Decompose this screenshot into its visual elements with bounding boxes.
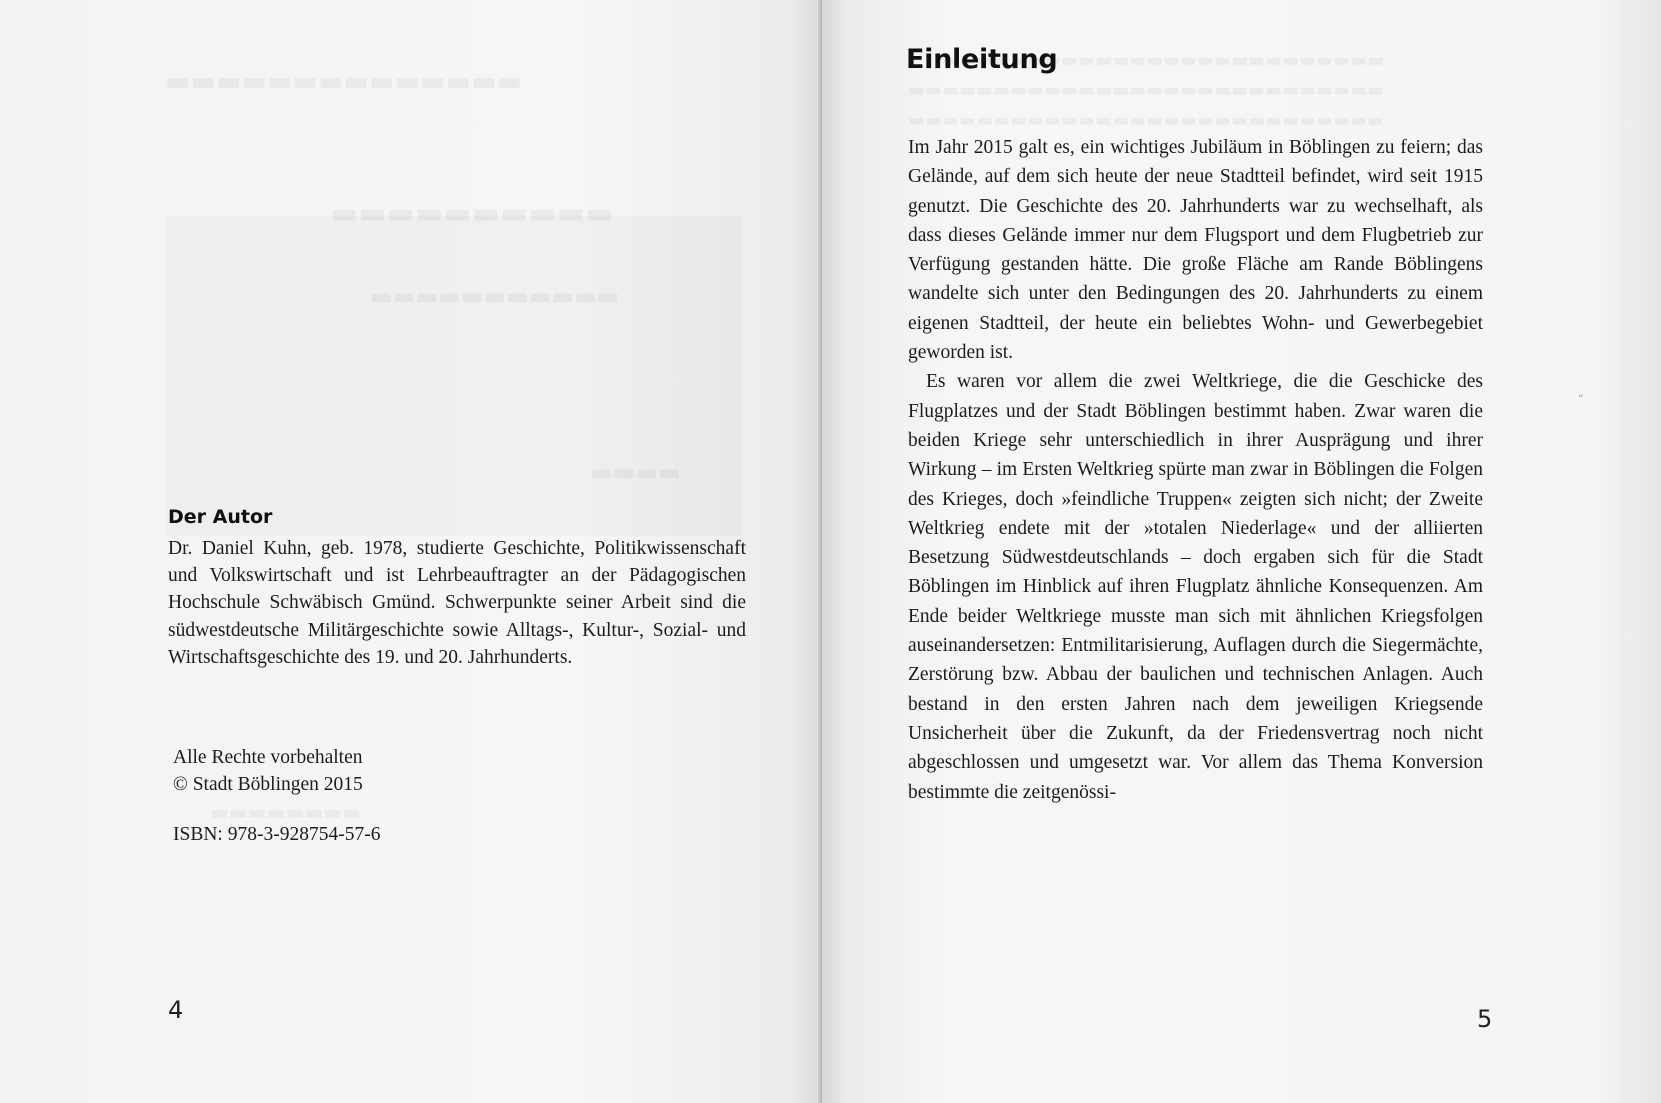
show-through-text (590, 458, 681, 486)
paragraph: Es waren vor allem die zwei Weltkriege, die die Geschicke des Flugplatzes und der Stadt Böblingen bestimmt haben. Zwar waren die beiden Kriege sehr unterschiedlich in ihrer Ausprägung und ihrer Wirkung – im Ersten Weltkrieg spürte man zwar in Böblingen die Folgen des Krieges, doch »feindliche Truppen« zeigten sich nicht; der Zweite Weltkrieg endete mit der »totalen Niederlage« und der alliierten Besetzung Südwestdeutschlands – doch ergaben sich für die Stadt Böblingen im Hinblick auf ihren Flugplatz ähnliche Konsequenzen. Am Ende beider Weltkriege musste man sich mit ähnlichen Kriegsfolgen auseinandersetzen: Entmilitarisierung, Auflagen durch die Siegermächte, Zerstörung bzw. Abbau der baulichen und technischen Anlagen. Auch bestand in den ersten Jahren nach dem jeweiligen Kriegsende Unsicherheit über die Zukunft, da der Friedensvertrag noch nicht abgeschlossen und umgesetzt war. Vor allem das Thema Konversion bestimmte die zeitgenössi- (908, 371, 1483, 803)
page-number-left: 4 (168, 996, 184, 1024)
intro-body (908, 133, 1483, 807)
show-through-text (908, 80, 1384, 101)
copyright-line: © Stadt Böblingen 2015 (173, 774, 363, 795)
show-through-text (908, 110, 1384, 131)
left-page (0, 0, 822, 1103)
paragraph: Im Jahr 2015 galt es, ein wichtiges Jubiläum in Böblingen zu feiern; das Gelände, auf dem sich heute der neue Stadtteil befindet, wird seit 1915 genutzt. Die Geschichte des 20. Jahrhunderts war zu wechselhaft, als dass dieses Gelände immer nur dem Flugsport und dem Flugbetrieb zur Verfügung gestanden hätte. Die große Fläche am Rande Böblingens wandelte sich unter den Bedingungen des 20. Jahrhunderts zu einem eigenen Stadtteil, der heute ein beliebtes Wohn- und Gewerbegebiet geworden ist. (908, 137, 1483, 364)
author-bio: Dr. Daniel Kuhn, geb. 1978, studierte Geschichte, Politikwissenschaft und Volkswirtschaft und ist Lehrbeauftragter an der Pädagogischen Hochschule Schwäbisch Gmünd. Schwerpunkte seiner Arbeit sind die südwestdeutsche Militärgeschichte sowie Alltags-, Kultur-, Sozial- und Wirtschaftsgeschichte des 19. und 20. Jahrhunderts. (168, 538, 746, 668)
author-heading: Der Autor (168, 506, 273, 528)
show-through-text (210, 800, 361, 824)
show-through-shadow (166, 216, 742, 536)
show-through-text (165, 66, 522, 97)
isbn-line: ISBN: 978-3-928754-57-6 (173, 824, 381, 845)
page-number-right: 5 (1477, 1005, 1493, 1033)
chapter-title: Einleitung (906, 44, 1058, 75)
rights-block (173, 744, 363, 798)
show-through-text (330, 196, 613, 231)
show-through-text (370, 282, 619, 310)
rights-line: Alle Rechte vorbehalten (173, 747, 363, 768)
paper-speck: „ (1578, 386, 1584, 399)
